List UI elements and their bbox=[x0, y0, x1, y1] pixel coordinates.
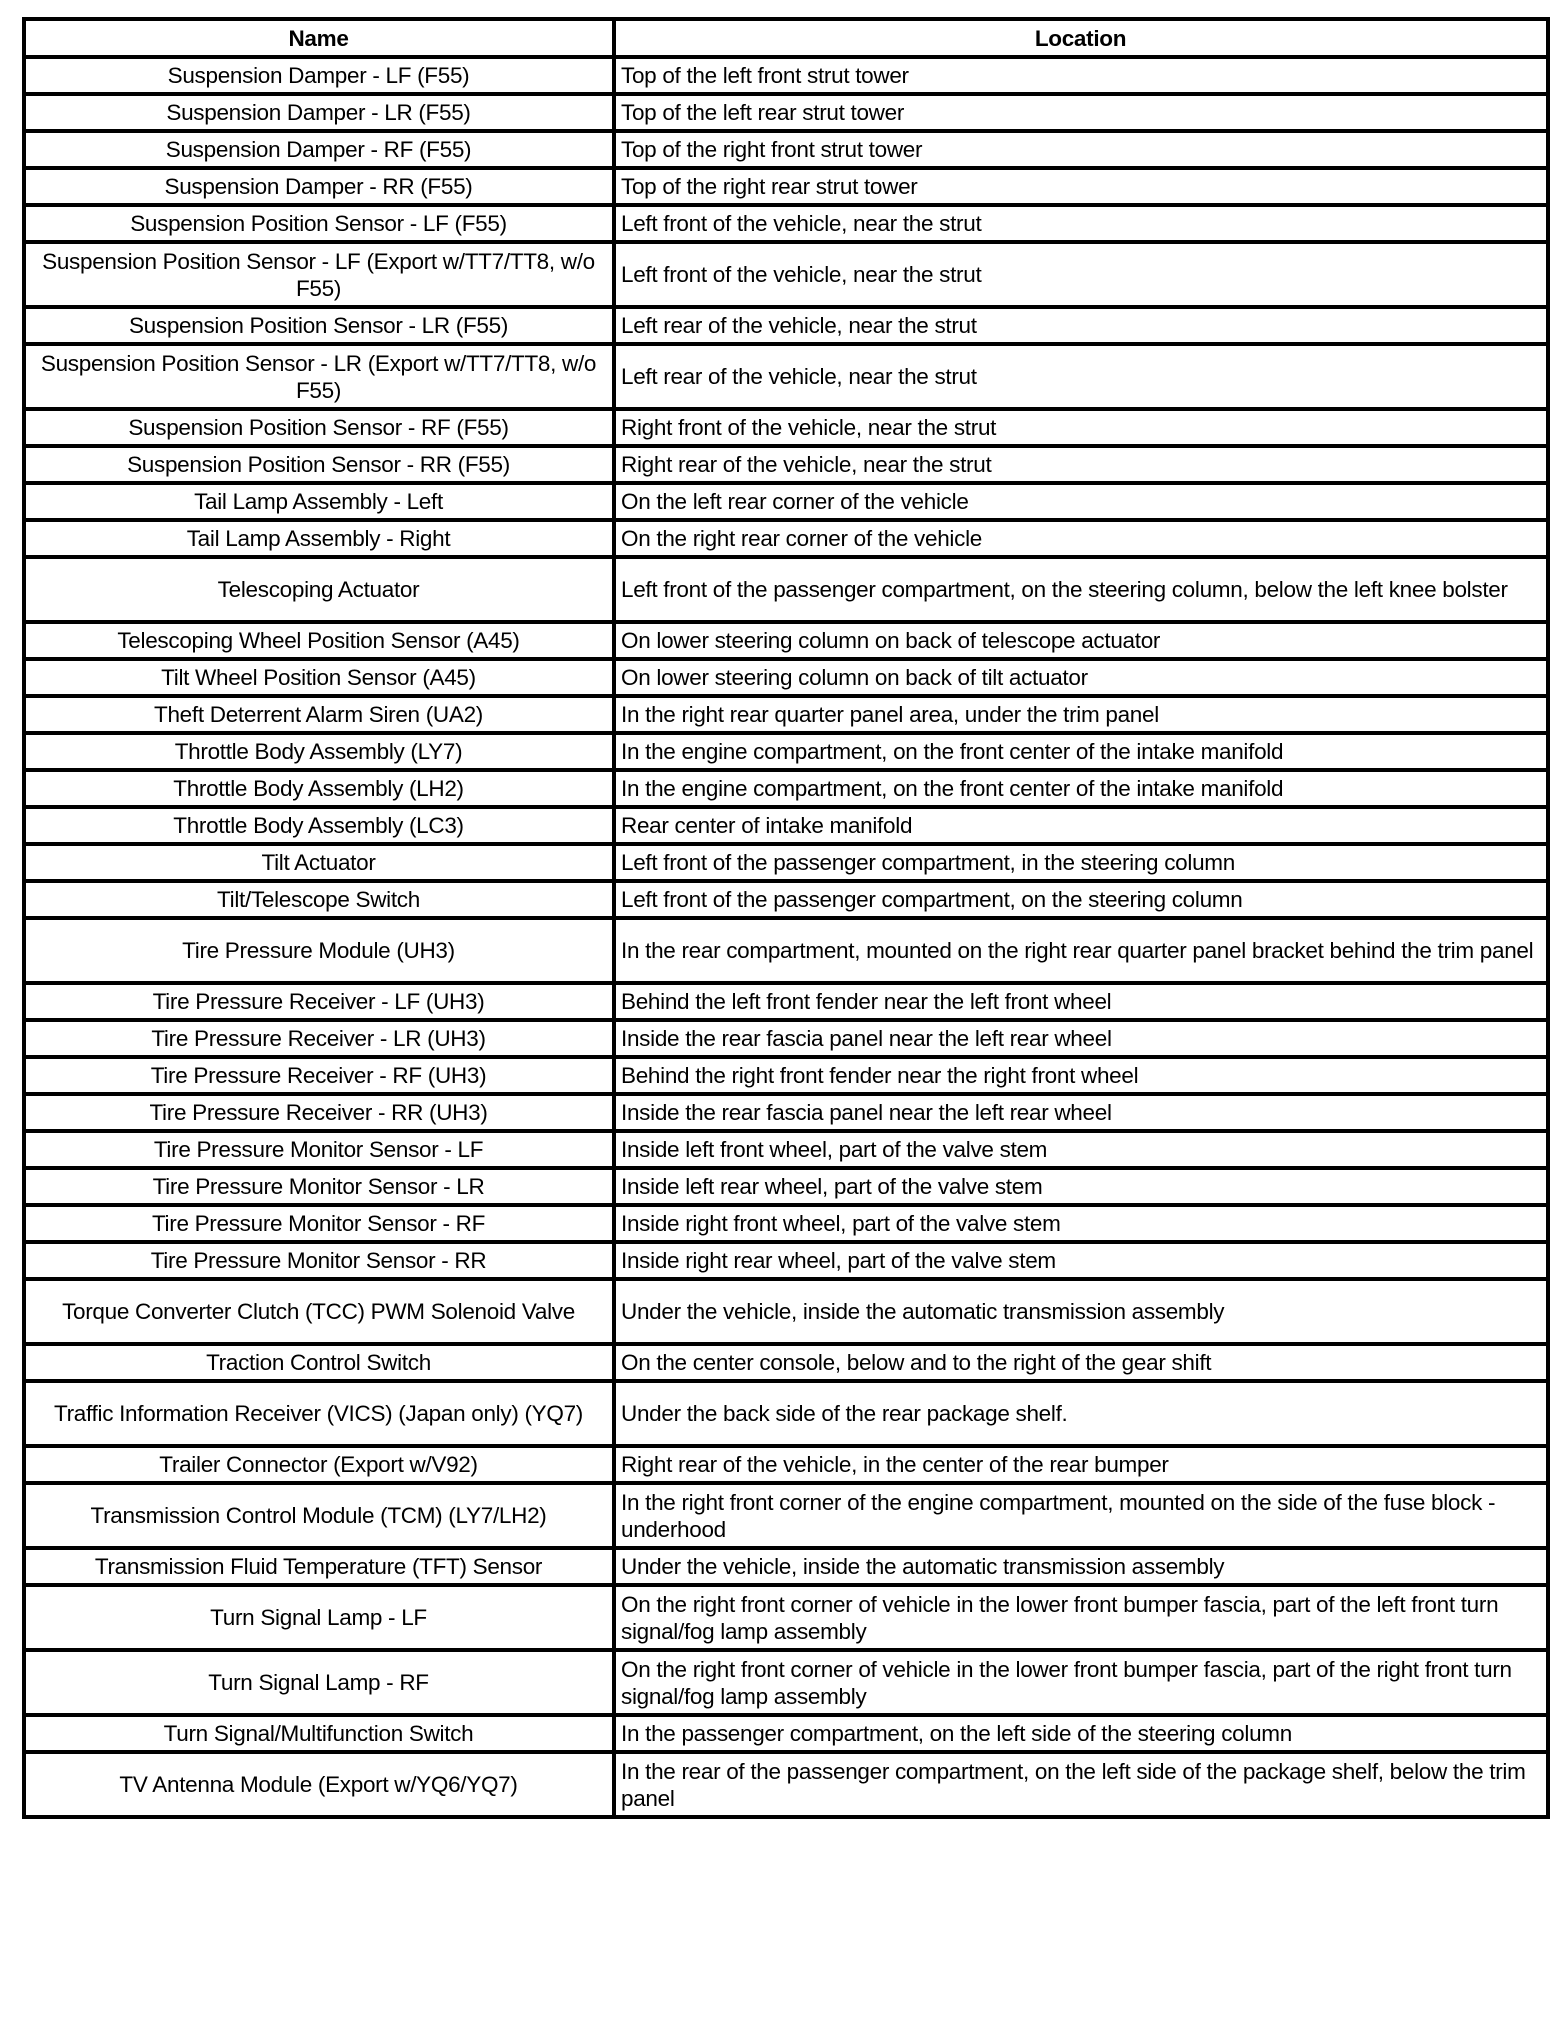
table-row bbox=[24, 770, 1548, 807]
table-row bbox=[24, 1381, 1548, 1446]
component-location-cell: On lower steering column on back of telescope actuator bbox=[614, 622, 1548, 659]
component-name-cell: Tire Pressure Receiver - LF (UH3) bbox=[24, 983, 614, 1020]
component-location-cell: Top of the right rear strut tower bbox=[614, 168, 1548, 205]
table-row bbox=[24, 409, 1548, 446]
component-location-cell: Top of the left front strut tower bbox=[614, 57, 1548, 94]
component-location-cell: Left front of the passenger compartment, on the steering column, below the left knee bolster bbox=[614, 557, 1548, 622]
component-location-table bbox=[22, 17, 1550, 1819]
component-name-cell: Tail Lamp Assembly - Left bbox=[24, 483, 614, 520]
component-location-cell: Left front of the vehicle, near the strut bbox=[614, 242, 1548, 307]
table-row bbox=[24, 1279, 1548, 1344]
component-location-cell: Inside right front wheel, part of the valve stem bbox=[614, 1205, 1548, 1242]
component-name-cell: Transmission Fluid Temperature (TFT) Sensor bbox=[24, 1548, 614, 1585]
table-row bbox=[24, 1752, 1548, 1817]
table-row bbox=[24, 1205, 1548, 1242]
table-row bbox=[24, 807, 1548, 844]
component-location-cell: Rear center of intake manifold bbox=[614, 807, 1548, 844]
component-name-cell: Throttle Body Assembly (LH2) bbox=[24, 770, 614, 807]
component-name-cell: Throttle Body Assembly (LY7) bbox=[24, 733, 614, 770]
component-location-cell: Under the vehicle, inside the automatic transmission assembly bbox=[614, 1279, 1548, 1344]
component-name-cell: Suspension Position Sensor - RR (F55) bbox=[24, 446, 614, 483]
component-location-cell: In the rear compartment, mounted on the right rear quarter panel bracket behind the trim panel bbox=[614, 918, 1548, 983]
component-name-cell: Suspension Damper - LF (F55) bbox=[24, 57, 614, 94]
column-header-name: Name bbox=[24, 19, 614, 57]
component-location-cell: Behind the left front fender near the left front wheel bbox=[614, 983, 1548, 1020]
component-name-cell: Transmission Control Module (TCM) (LY7/LH2) bbox=[24, 1483, 614, 1548]
component-name-cell: Trailer Connector (Export w/V92) bbox=[24, 1446, 614, 1483]
table-row bbox=[24, 307, 1548, 344]
component-name-cell: Suspension Position Sensor - RF (F55) bbox=[24, 409, 614, 446]
table-row bbox=[24, 131, 1548, 168]
component-location-cell: Left rear of the vehicle, near the strut bbox=[614, 307, 1548, 344]
component-location-cell: Inside the rear fascia panel near the left rear wheel bbox=[614, 1020, 1548, 1057]
table-row bbox=[24, 94, 1548, 131]
table-row bbox=[24, 57, 1548, 94]
table-row bbox=[24, 622, 1548, 659]
table-row bbox=[24, 483, 1548, 520]
table-row bbox=[24, 983, 1548, 1020]
component-name-cell: Tilt Wheel Position Sensor (A45) bbox=[24, 659, 614, 696]
table-row bbox=[24, 659, 1548, 696]
table-row bbox=[24, 1094, 1548, 1131]
component-location-cell: On the right front corner of vehicle in the lower front bumper fascia, part of the left front turn signal/fog lamp assembly bbox=[614, 1585, 1548, 1650]
component-name-cell: Telescoping Actuator bbox=[24, 557, 614, 622]
component-name-cell: Suspension Position Sensor - LF (F55) bbox=[24, 205, 614, 242]
component-name-cell: Traction Control Switch bbox=[24, 1344, 614, 1381]
component-location-table-container bbox=[22, 17, 1546, 1819]
component-location-cell: Top of the right front strut tower bbox=[614, 131, 1548, 168]
component-location-cell: In the right front corner of the engine compartment, mounted on the side of the fuse block - underhood bbox=[614, 1483, 1548, 1548]
table-row bbox=[24, 1131, 1548, 1168]
table-row bbox=[24, 1585, 1548, 1650]
component-location-cell: In the passenger compartment, on the left side of the steering column bbox=[614, 1715, 1548, 1752]
component-name-cell: Tail Lamp Assembly - Right bbox=[24, 520, 614, 557]
component-name-cell: Tire Pressure Module (UH3) bbox=[24, 918, 614, 983]
table-row bbox=[24, 1715, 1548, 1752]
table-row bbox=[24, 344, 1548, 409]
component-name-cell: Torque Converter Clutch (TCC) PWM Solenoid Valve bbox=[24, 1279, 614, 1344]
component-location-cell: Left front of the passenger compartment, in the steering column bbox=[614, 844, 1548, 881]
table-row bbox=[24, 844, 1548, 881]
table-row bbox=[24, 205, 1548, 242]
table-row bbox=[24, 696, 1548, 733]
component-location-cell: Inside left rear wheel, part of the valve stem bbox=[614, 1168, 1548, 1205]
table-row bbox=[24, 1483, 1548, 1548]
component-location-cell: On the right rear corner of the vehicle bbox=[614, 520, 1548, 557]
table-header-row bbox=[24, 19, 1548, 57]
table-row bbox=[24, 881, 1548, 918]
component-name-cell: Tire Pressure Monitor Sensor - LR bbox=[24, 1168, 614, 1205]
component-name-cell: Turn Signal/Multifunction Switch bbox=[24, 1715, 614, 1752]
component-location-cell: On lower steering column on back of tilt actuator bbox=[614, 659, 1548, 696]
table-row bbox=[24, 446, 1548, 483]
component-name-cell: TV Antenna Module (Export w/YQ6/YQ7) bbox=[24, 1752, 614, 1817]
table-row bbox=[24, 1020, 1548, 1057]
component-location-cell: Top of the left rear strut tower bbox=[614, 94, 1548, 131]
component-location-cell: Right rear of the vehicle, near the strut bbox=[614, 446, 1548, 483]
component-location-cell: Under the vehicle, inside the automatic transmission assembly bbox=[614, 1548, 1548, 1585]
component-location-cell: In the rear of the passenger compartment, on the left side of the package shelf, below the trim panel bbox=[614, 1752, 1548, 1817]
component-name-cell: Suspension Position Sensor - LR (F55) bbox=[24, 307, 614, 344]
table-row bbox=[24, 242, 1548, 307]
component-name-cell: Suspension Position Sensor - LR (Export w/TT7/TT8, w/o F55) bbox=[24, 344, 614, 409]
table-row bbox=[24, 557, 1548, 622]
table-row bbox=[24, 520, 1548, 557]
component-name-cell: Theft Deterrent Alarm Siren (UA2) bbox=[24, 696, 614, 733]
component-location-cell: In the engine compartment, on the front center of the intake manifold bbox=[614, 733, 1548, 770]
component-location-cell: Left rear of the vehicle, near the strut bbox=[614, 344, 1548, 409]
component-name-cell: Telescoping Wheel Position Sensor (A45) bbox=[24, 622, 614, 659]
component-location-cell: In the right rear quarter panel area, under the trim panel bbox=[614, 696, 1548, 733]
component-name-cell: Suspension Position Sensor - LF (Export w/TT7/TT8, w/o F55) bbox=[24, 242, 614, 307]
component-location-cell: On the center console, below and to the right of the gear shift bbox=[614, 1344, 1548, 1381]
component-name-cell: Tire Pressure Monitor Sensor - RR bbox=[24, 1242, 614, 1279]
component-name-cell: Throttle Body Assembly (LC3) bbox=[24, 807, 614, 844]
component-location-cell: Inside the rear fascia panel near the left rear wheel bbox=[614, 1094, 1548, 1131]
component-location-cell: Behind the right front fender near the right front wheel bbox=[614, 1057, 1548, 1094]
component-name-cell: Tire Pressure Receiver - RF (UH3) bbox=[24, 1057, 614, 1094]
table-row bbox=[24, 1548, 1548, 1585]
column-header-location: Location bbox=[614, 19, 1548, 57]
component-name-cell: Tilt Actuator bbox=[24, 844, 614, 881]
table-row bbox=[24, 733, 1548, 770]
component-name-cell: Turn Signal Lamp - RF bbox=[24, 1650, 614, 1715]
table-row bbox=[24, 1650, 1548, 1715]
component-location-cell: Under the back side of the rear package shelf. bbox=[614, 1381, 1548, 1446]
table-row bbox=[24, 168, 1548, 205]
component-location-cell: Inside left front wheel, part of the valve stem bbox=[614, 1131, 1548, 1168]
component-location-cell: On the right front corner of vehicle in the lower front bumper fascia, part of the right front turn signal/fog lamp assembly bbox=[614, 1650, 1548, 1715]
component-name-cell: Traffic Information Receiver (VICS) (Japan only) (YQ7) bbox=[24, 1381, 614, 1446]
component-location-cell: Right front of the vehicle, near the strut bbox=[614, 409, 1548, 446]
table-row bbox=[24, 1446, 1548, 1483]
table-body bbox=[24, 57, 1548, 1817]
component-name-cell: Tire Pressure Monitor Sensor - LF bbox=[24, 1131, 614, 1168]
component-name-cell: Suspension Damper - RF (F55) bbox=[24, 131, 614, 168]
component-location-cell: On the left rear corner of the vehicle bbox=[614, 483, 1548, 520]
table-row bbox=[24, 1168, 1548, 1205]
component-name-cell: Tire Pressure Receiver - LR (UH3) bbox=[24, 1020, 614, 1057]
component-location-cell: Right rear of the vehicle, in the center of the rear bumper bbox=[614, 1446, 1548, 1483]
component-name-cell: Turn Signal Lamp - LF bbox=[24, 1585, 614, 1650]
component-name-cell: Tire Pressure Monitor Sensor - RF bbox=[24, 1205, 614, 1242]
component-location-cell: Inside right rear wheel, part of the valve stem bbox=[614, 1242, 1548, 1279]
component-name-cell: Tilt/Telescope Switch bbox=[24, 881, 614, 918]
component-location-cell: In the engine compartment, on the front center of the intake manifold bbox=[614, 770, 1548, 807]
component-name-cell: Tire Pressure Receiver - RR (UH3) bbox=[24, 1094, 614, 1131]
table-row bbox=[24, 1344, 1548, 1381]
component-location-cell: Left front of the vehicle, near the strut bbox=[614, 205, 1548, 242]
component-name-cell: Suspension Damper - LR (F55) bbox=[24, 94, 614, 131]
table-row bbox=[24, 1242, 1548, 1279]
component-name-cell: Suspension Damper - RR (F55) bbox=[24, 168, 614, 205]
table-row bbox=[24, 918, 1548, 983]
component-location-cell: Left front of the passenger compartment, on the steering column bbox=[614, 881, 1548, 918]
table-row bbox=[24, 1057, 1548, 1094]
